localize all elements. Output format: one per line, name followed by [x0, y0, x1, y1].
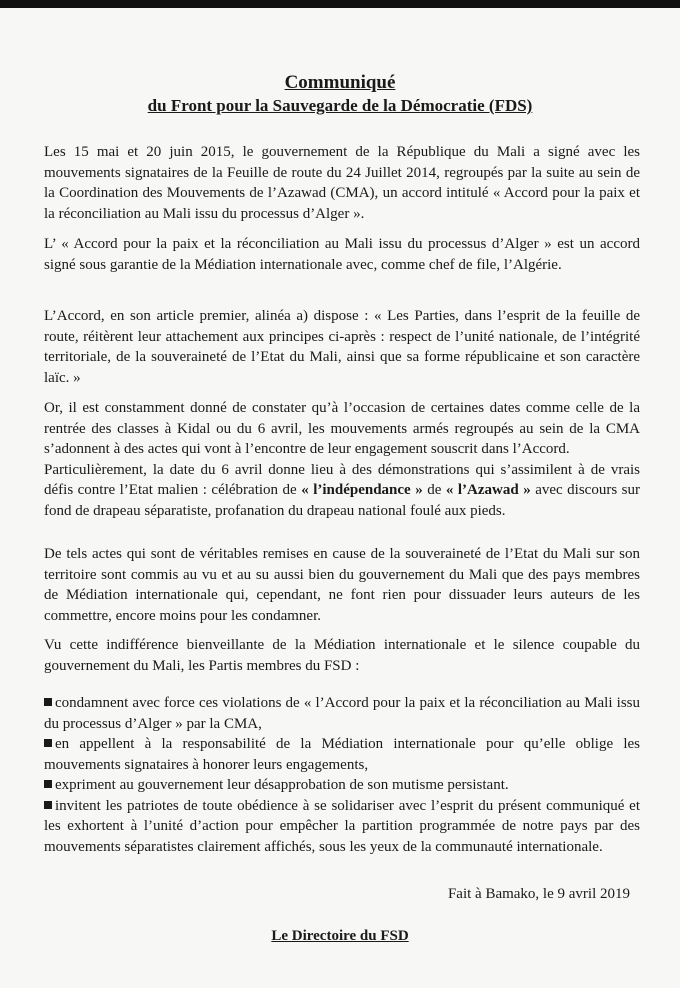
document-title: Communiqué: [284, 72, 396, 93]
p5-bold-independance: « l’indépendance »: [301, 482, 423, 498]
bullet-list: [44, 693, 640, 857]
p5-start: Particulièrement, la date du 6 avril donne lieu à des démonstrations qui s’assimilent à de vrais défis contre l’Etat malien : célébration de: [44, 461, 640, 498]
top-black-bar: [0, 0, 680, 8]
paragraph-article-one: L’Accord, en son article premier, alinéa a) dispose : « Les Parties, dans l’esprit de la feuille de route, réitèrent leur attachement aux principes ci-après : respect de l’unité nationale, de l’intégrité territoriale, de la souveraineté de l’Etat du Mali, ainsi que sa forme républicaine et son caractère laïc. »: [44, 308, 640, 386]
p5-bold-azawad: « l’Azawad »: [445, 482, 531, 498]
bullet-text: condamnent avec force ces violations de « l’Accord pour la paix et la réconciliation au Mali issu du processus d’Alger » par la CMA,: [44, 695, 640, 732]
document-subtitle: du Front pour la Sauvegarde de la Démocratie (FDS): [147, 96, 533, 115]
paragraph-april-6: [44, 460, 640, 522]
paragraph-sovereignty: De tels actes qui sont de véritables remises en cause de la souveraineté de l’Etat du Mali sur son territoire sont commis au vu et au su aussi bien du gouvernement du Mali que des pays membres de Médiation internationale qui, cependant, ne font rien pour dissuader leurs auteurs de les commettre, encore moins pour les condamner.: [44, 546, 640, 624]
square-bullet-icon: [44, 698, 52, 706]
bullet-text: invitent les patriotes de toute obédience à se solidariser avec l’esprit du présent communiqué et les exhortent à l’unité d’action pour empêcher la partition programmée de notre pays par des mouvements séparatistes clairement affichés, sous les yeux de la communauté internationale.: [44, 797, 640, 855]
bullet-text: en appellent à la responsabilité de la Médiation internationale pour qu’elle oblige les mouvements signataires à honorer leurs engagements,: [44, 736, 640, 773]
paragraph-indifference: Vu cette indifférence bienveillante de la Médiation internationale et le silence coupable du gouvernement du Mali, les Partis membres du FSD :: [44, 637, 640, 674]
paragraph-agreement-signing: Les 15 mai et 20 juin 2015, le gouvernement de la République du Mali a signé avec les mouvements signataires de la Feuille de route du 24 Juillet 2014, regroupés par la suite au sein de la Coordination des Mouvements de l’Azawad (CMA), un accord intitulé « Accord pour la paix et la réconciliation au Mali issu du processus d’Alger ».: [44, 144, 640, 222]
bullet-text: expriment au gouvernement leur désapprobation de son mutisme persistant.: [55, 777, 509, 793]
document-page: [0, 8, 680, 988]
list-item: [44, 693, 640, 734]
square-bullet-icon: [44, 739, 52, 747]
p5-mid: de: [422, 482, 446, 498]
place-and-date: Fait à Bamako, le 9 avril 2019: [447, 886, 630, 902]
p5-end: avec discours sur fond de drapeau séparatiste, profanation du drapeau national foulé aux pieds.: [44, 482, 640, 519]
list-item: [44, 796, 640, 858]
paragraph-violations-text: Or, il est constamment donné de constater qu’à l’occasion de certaines dates comme celle de la rentrée des classes à Kidal ou du 6 avril, les mouvements armés regroupés au sein de la CMA s’adonnent à des actes qui vont à l’encontre de leur engagement souscrit dans l’Accord.: [44, 400, 640, 457]
list-item: [44, 734, 640, 775]
list-item: [44, 775, 640, 796]
square-bullet-icon: [44, 801, 52, 809]
signature-line: Le Directoire du FSD: [271, 928, 409, 944]
paragraph-violations: [44, 398, 640, 521]
paragraph-mediation-guarantee: L’ « Accord pour la paix et la réconciliation au Mali issu du processus d’Alger » est un accord signé sous garantie de la Médiation internationale avec, comme chef de file, l’Algérie.: [44, 236, 640, 273]
square-bullet-icon: [44, 780, 52, 788]
